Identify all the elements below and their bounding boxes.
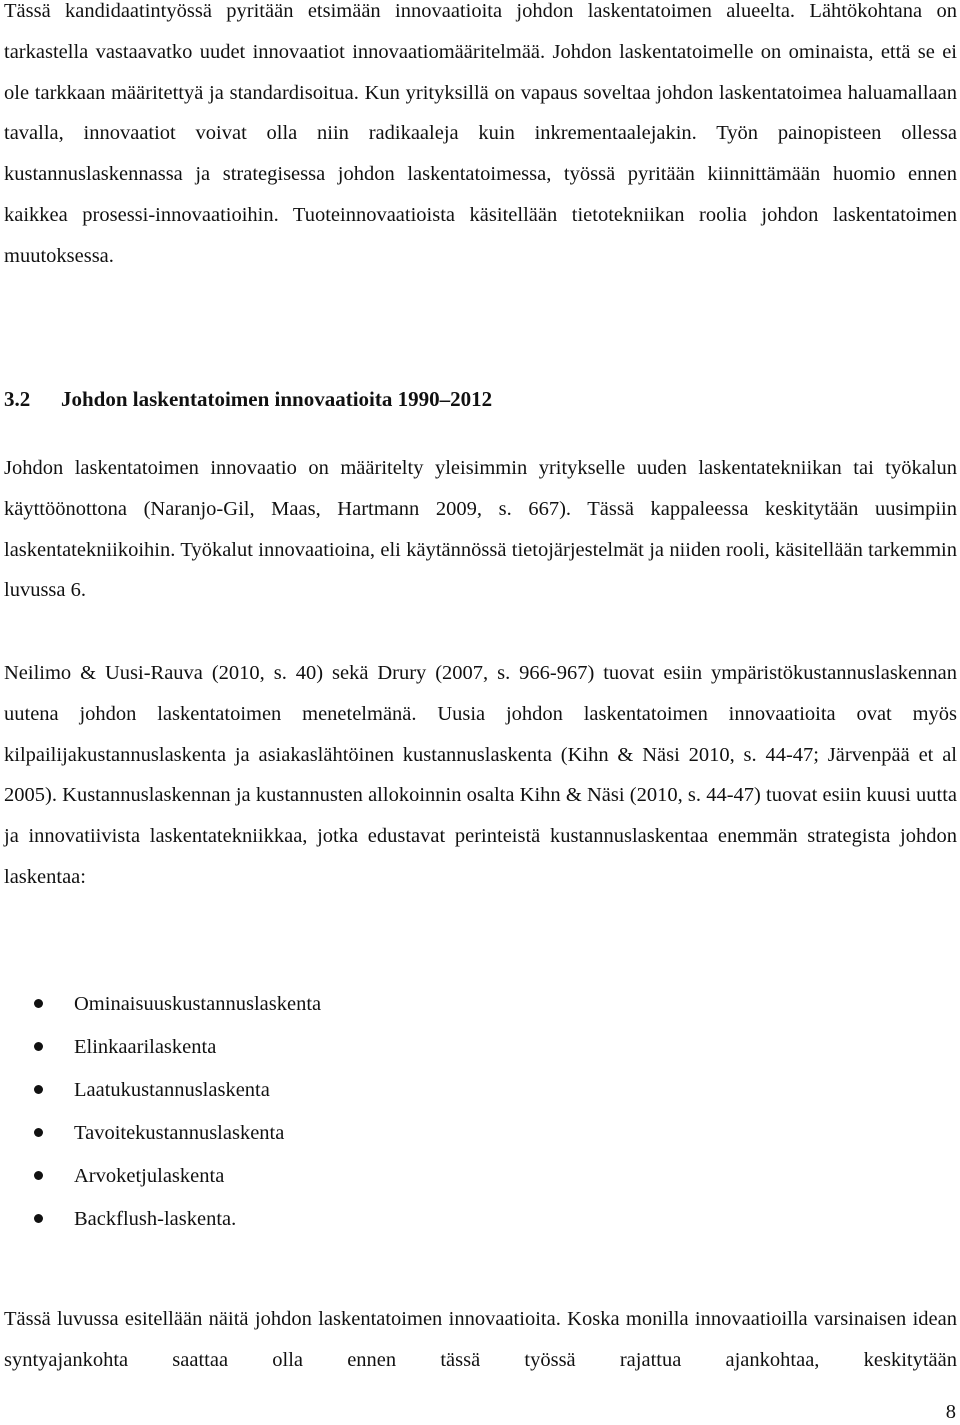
bullet-icon [34, 1042, 43, 1051]
bullet-icon [34, 1214, 43, 1223]
intro-paragraph: Tässä kandidaatintyössä pyritään etsimään innovaatioita johdon laskentatoimen alueelta. Lähtökohtana on tarkastella vastaavatko uudet innovaatiot innovaatiomääritelmää. Johdon laskentatoimelle on ominaista, että se ei ole tarkkaan määritettyä ja standardisoitua. Kun yrityksillä on vapaus soveltaa johdon laskentatoimea haluamallaan tavalla, innovaatiot voivat olla niin radikaaleja kuin inkrementaalejakin. Työn painopisteen ollessa kustannuslaskennassa ja strategisessa johdon laskentatoimessa, työssä pyritään kiinnittämään huomio ennen kaikkea prosessi-innovaatioihin. Tuoteinnovaatioista käsitellään tietotekniikan roolia johdon laskentatoimen muutoksessa. [4, 0, 957, 267]
list-item [4, 1069, 321, 1112]
list-item [4, 1155, 321, 1198]
list-item [4, 983, 321, 1026]
section-number: 3.2 [4, 387, 31, 411]
page-number: 8 [945, 1401, 956, 1423]
bullet-icon [34, 999, 43, 1008]
list-item [4, 1198, 321, 1241]
technique-list [4, 983, 321, 1241]
section-heading [4, 379, 492, 419]
list-item-label: Ominaisuuskustannuslaskenta [74, 993, 322, 1015]
list-item [4, 1026, 321, 1069]
innovations-paragraph: Neilimo & Uusi-Rauva (2010, s. 40) sekä Drury (2007, s. 966-967) tuovat esiin ympäristökustannuslaskennan uutena johdon laskentatoimen menetelmänä. Uusia johdon laskentatoimen innovaatioita ovat myös kilpailijakustannuslaskenta ja asiakaslähtöinen kustannuslaskenta (Kihn & Näsi 2010, s. 44-47; Järvenpää et al 2005). Kustannuslaskennan ja kustannusten allokoinnin osalta Kihn & Näsi (2010, s. 44-47) tuovat esiin kuusi uutta ja innovatiivista laskentatekniikkaa, jotka edustavat perinteistä kustannuslaskentaa enemmän strategista johdon laskentaa: [4, 662, 957, 888]
list-item [4, 1112, 321, 1155]
bullet-icon [34, 1128, 43, 1137]
definition-paragraph: Johdon laskentatoimen innovaatio on määritelty yleisimmin yritykselle uuden laskentatekniikan tai työkalun käyttöönottona (Naranjo-Gil, Maas, Hartmann 2009, s. 667). Tässä kappaleessa keskitytään uusimpiin laskentatekniikoihin. Työkalut innovaatioina, eli käytännössä tietojärjestelmät ja niiden rooli, käsitellään tarkemmin luvussa 6. [4, 457, 957, 602]
list-item-label: Arvoketjulaskenta [74, 1165, 225, 1187]
bullet-icon [34, 1085, 43, 1094]
section-title: Johdon laskentatoimen innovaatioita 1990–2012 [61, 387, 493, 411]
list-item-label: Elinkaarilaskenta [74, 1036, 217, 1058]
list-item-label: Laatukustannuslaskenta [74, 1079, 270, 1101]
list-item-label: Tavoitekustannuslaskenta [74, 1122, 285, 1144]
list-item-label: Backflush-laskenta. [74, 1208, 237, 1230]
closing-paragraph: Tässä luvussa esitellään näitä johdon laskentatoimen innovaatioita. Koska monilla innovaatioilla varsinaisen idean syntyajankohta saattaa olla ennen tässä työssä rajattua ajankohtaa, keskitytään [4, 1308, 957, 1371]
bullet-icon [34, 1171, 43, 1180]
